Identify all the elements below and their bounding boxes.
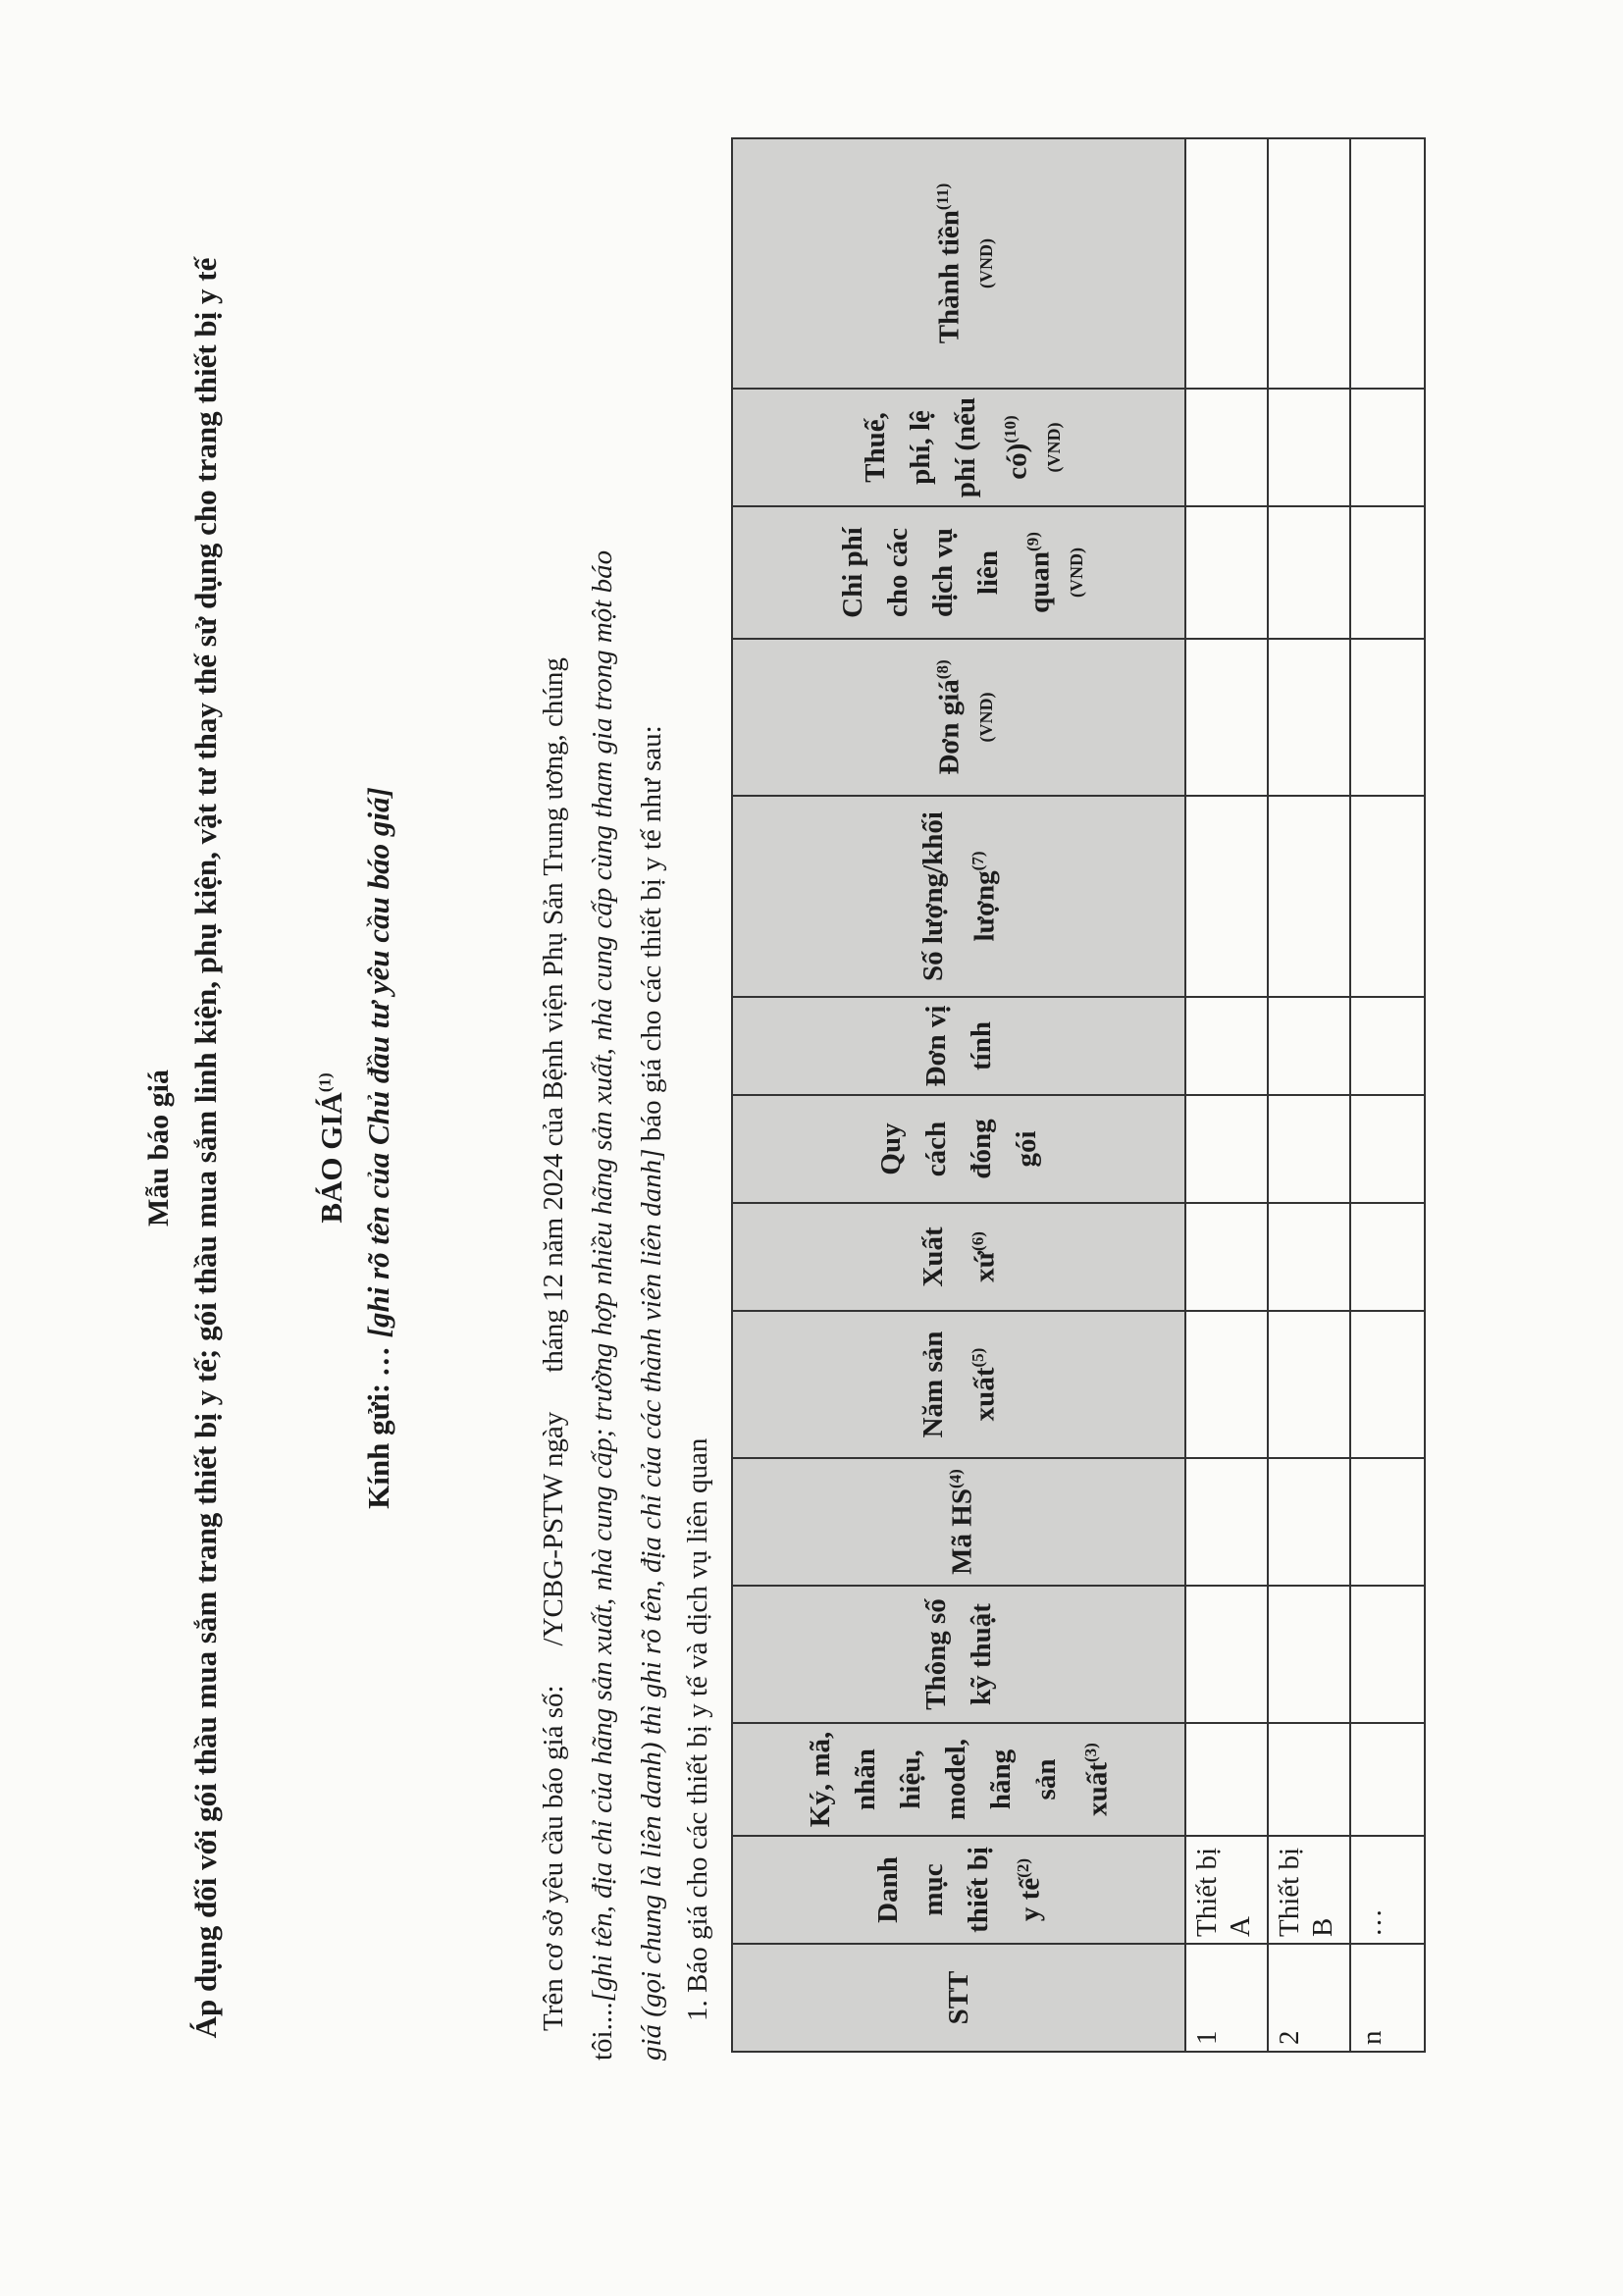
table-row	[1350, 138, 1425, 2052]
table-header-row	[732, 138, 1185, 2052]
row-stt: n	[1350, 1944, 1425, 2052]
header-cell: Thành tiền$^{(11)}$ (VND)	[732, 138, 1185, 389]
row-item: Thiết bị B	[1268, 1836, 1350, 1944]
row-stt: 2	[1268, 1944, 1350, 2052]
header-cell: Năm sản xuất$^{(5)}$	[732, 1311, 1185, 1458]
recipient-label: Kính gửi:	[361, 1383, 395, 1509]
document-subtitle: Áp dụng đối với gói thầu mua sắm trang thiết bị y tế; gói thầu mua sắm linh kiện, phụ kiện, vật tư thay thế sử dụng cho trang thiết bị y tế	[188, 257, 223, 2039]
header-cell: Ký, mã, nhãn hiệu, model, hãng sản xuất$^{(3)}$	[732, 1723, 1185, 1836]
heading-footnote: (1)	[315, 1072, 335, 1093]
row-item: …	[1350, 1836, 1425, 1944]
intro-text-g: báo giá cho các thiết bị y tế như sau:	[636, 725, 667, 1149]
intro-line-1	[538, 657, 570, 2031]
section-heading: 1. Báo giá cho các thiết bị y tế và dịch vụ liên quan	[682, 1437, 713, 2021]
intro-line-2	[587, 550, 619, 2061]
document-title: Mẫu báo giá	[142, 1069, 175, 1227]
quote-heading	[314, 0, 349, 2296]
header-cell: Chi phí cho các dịch vụ liên quan$^{(9)}$ (VND)	[732, 506, 1185, 639]
intro-line-3	[636, 725, 668, 2061]
header-cell: Mã HS$^{(4)}$	[732, 1458, 1185, 1586]
header-cell: Đơn vị tính	[732, 997, 1185, 1095]
intro-text-f: giá (gọi chung là liên danh) thì ghi rõ tên, địa chỉ của các thành viên liên danh]	[636, 1148, 667, 2061]
row-item: Thiết bị A	[1185, 1836, 1268, 1944]
header-cell: Thông số kỹ thuật	[732, 1586, 1185, 1723]
table-row	[1268, 138, 1350, 2052]
table-row	[1185, 138, 1268, 2052]
heading-text: BÁO GIÁ	[314, 1092, 348, 1224]
header-cell: Đơn giá$^{(8)}$ (VND)	[732, 639, 1185, 796]
intro-text-e: [ghi tên, địa chỉ của hãng sản xuất, nhà cung cấp; trường hợp nhiều hãng sản xuất, nhà cung cấp cùng tham gia trong một báo	[587, 549, 618, 2003]
header-cell: Số lượng/khối lượng$^{(7)}$	[732, 796, 1185, 997]
intro-text-c: tháng 12 năm 2024 của Bệnh viện Phụ Sản Trung ương, chúng	[538, 657, 569, 1373]
header-cell: Thuế, phí, lệ phí (nếu có)$^{(10)}$ (VND)	[732, 389, 1185, 506]
quote-table	[731, 137, 1426, 2053]
recipient-line	[361, 0, 396, 2296]
recipient-value: … [ghi rõ tên của Chủ đầu tư yêu cầu báo giá]	[361, 787, 395, 1377]
header-cell: Xuất xứ$^{(6)}$	[732, 1203, 1185, 1311]
row-stt: 1	[1185, 1944, 1268, 2052]
intro-text-b: /YCBG-PSTW ngày	[538, 1411, 569, 1646]
header-cell: STT	[732, 1944, 1185, 2052]
header-cell: Danh mục thiết bị y tế$^{(2)}$	[732, 1836, 1185, 1944]
header-cell: Quy cách đóng gói	[732, 1095, 1185, 1203]
intro-text-a: Trên cơ sở yêu cầu báo giá số:	[538, 1685, 569, 2031]
intro-text-d: tôi....	[587, 2002, 618, 2061]
